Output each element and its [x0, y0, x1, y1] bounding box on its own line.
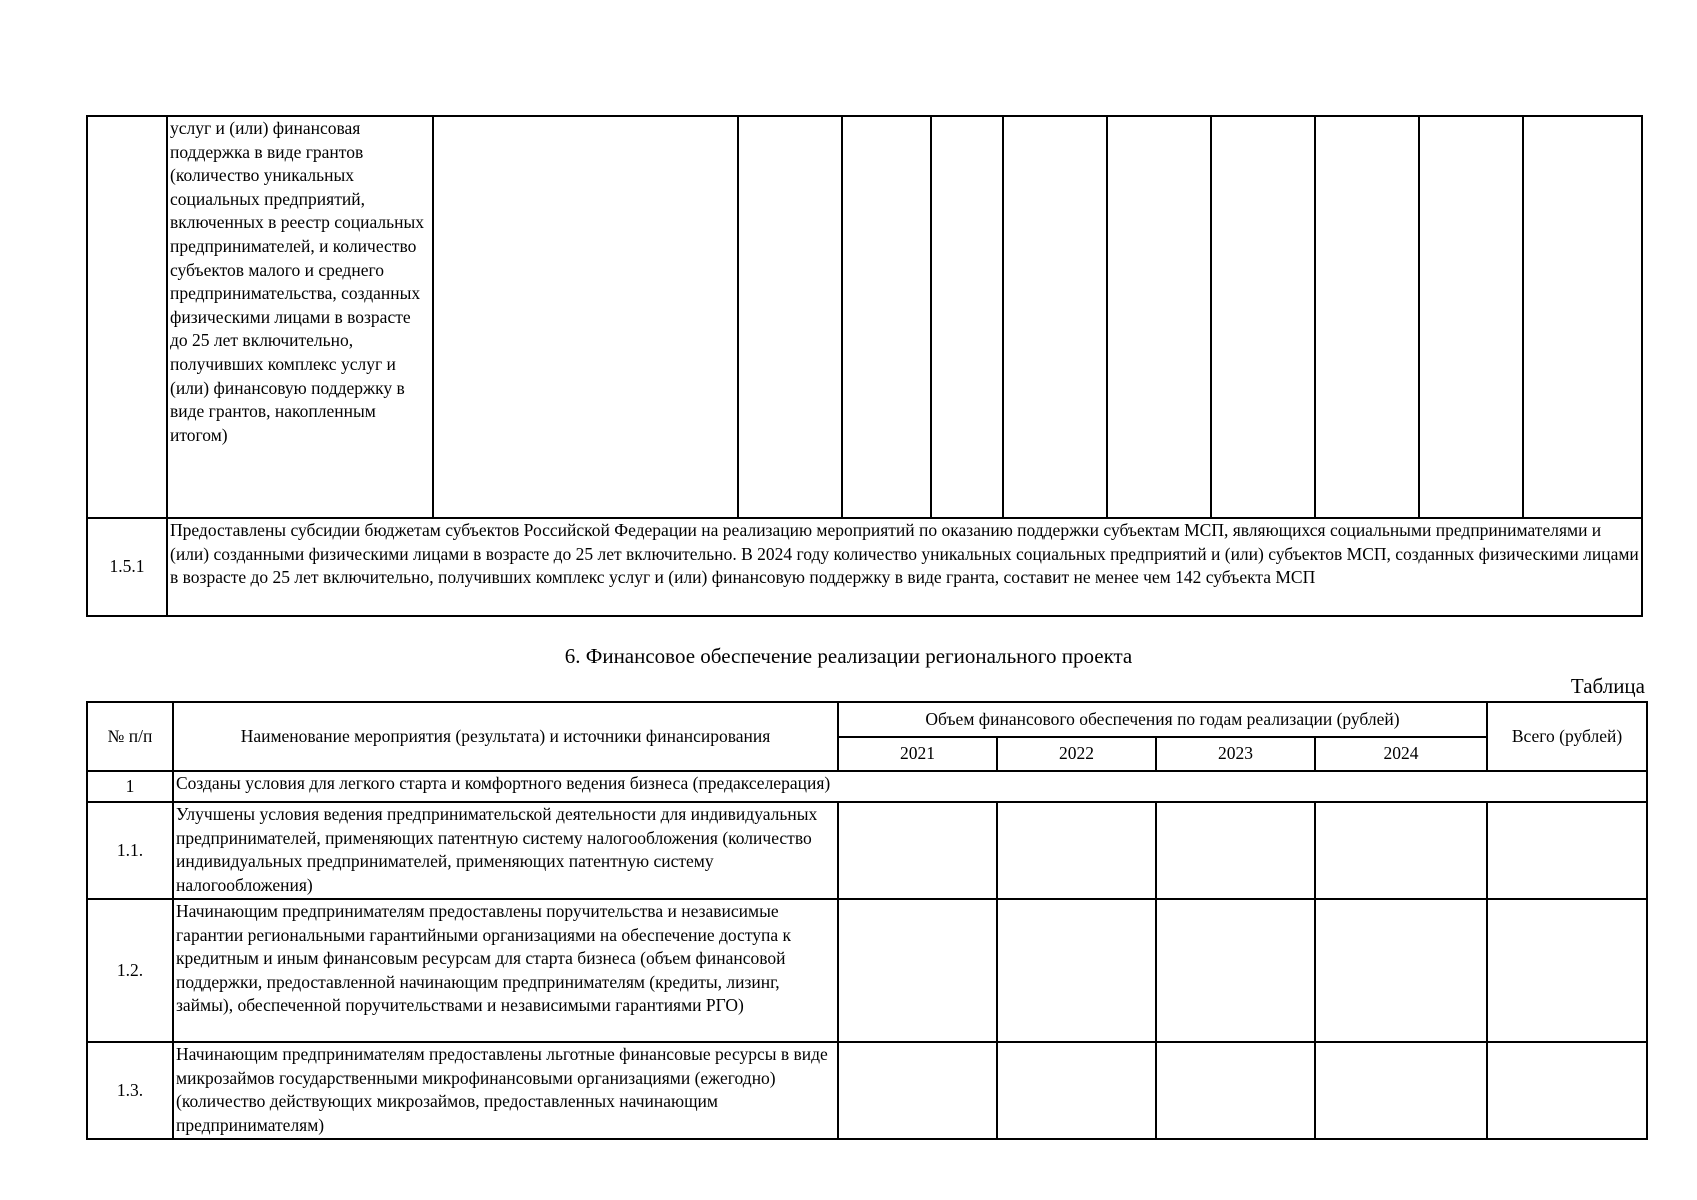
empty-cell — [1315, 802, 1487, 899]
table-row — [87, 116, 1642, 518]
empty-cell — [1156, 1042, 1315, 1139]
empty-cell — [838, 899, 997, 1042]
section-title: 6. Финансовое обеспечение реализации регионального проекта — [564, 644, 1133, 668]
header-year: 2023 — [1156, 737, 1315, 771]
empty-cell — [433, 116, 738, 518]
empty-cell — [738, 116, 842, 518]
result-description-cell: Предоставлены субсидии бюджетам субъектов Российской Федерации на реализацию мероприятий по оказанию поддержки субъектам МСП, являющихся социальными предпринимателями и (или) созданными физическими лицами в возрасте до 25 лет включительно. В 2024 году количество уникальных социальных предприятий и (или) субъектов МСП, созданных физическими лицами в возрасте до 25 лет включительно, получивших комплекс услуг и (или) финансовую поддержку в виде гранта, составит не менее чем 142 субъекта МСП — [167, 518, 1642, 616]
row-number: 1.5.1 — [87, 518, 167, 616]
empty-cell — [1315, 116, 1419, 518]
row-number — [87, 116, 167, 518]
finance-table — [86, 701, 1648, 1140]
empty-cell — [1315, 899, 1487, 1042]
header-num: № п/п — [87, 702, 173, 771]
empty-cell — [1156, 899, 1315, 1042]
table-row — [87, 518, 1642, 616]
header-year: 2024 — [1315, 737, 1487, 771]
table-row — [87, 771, 1647, 802]
empty-cell — [997, 899, 1156, 1042]
table-label: Таблица — [1570, 674, 1645, 698]
table-row — [87, 802, 1647, 899]
row-number: 1.2. — [87, 899, 173, 1042]
empty-cell — [1156, 802, 1315, 899]
table-row — [87, 1042, 1647, 1139]
empty-cell — [1211, 116, 1315, 518]
header-total: Всего (рублей) — [1487, 702, 1647, 771]
table-row — [87, 899, 1647, 1042]
empty-cell — [838, 1042, 997, 1139]
row-name: Начинающим предпринимателям предоставлены льготные финансовые ресурсы в виде микрозаймов государственными микрофинансовыми организациями (ежегодно) (количество действующих микрозаймов, предоставленных начинающим предпринимателям) — [173, 1042, 838, 1139]
empty-cell — [997, 1042, 1156, 1139]
row-number: 1.1. — [87, 802, 173, 899]
result-name-cell: услуг и (или) финансовая поддержка в виде грантов (количество уникальных социальных предприятий, включенных в реестр социальных предпринимателей, и количество субъектов малого и среднего предпринимательства, созданных физическими лицами в возрасте до 25 лет включительно, получивших комплекс услуг и (или) финансовую поддержку в виде грантов, накопленным итогом) — [167, 116, 433, 518]
empty-cell — [1003, 116, 1107, 518]
empty-cell — [931, 116, 1003, 518]
table-header-row — [87, 702, 1647, 737]
empty-cell — [1107, 116, 1211, 518]
empty-cell — [1487, 899, 1647, 1042]
empty-cell — [1487, 802, 1647, 899]
header-volume: Объем финансового обеспечения по годам реализации (рублей) — [838, 702, 1487, 737]
empty-cell — [1523, 116, 1642, 518]
header-year: 2022 — [997, 737, 1156, 771]
row-number: 1 — [87, 771, 173, 802]
row-name: Созданы условия для легкого старта и комфортного ведения бизнеса (предакселерация) — [173, 771, 1647, 802]
empty-cell — [842, 116, 931, 518]
empty-cell — [838, 802, 997, 899]
row-name: Начинающим предпринимателям предоставлены поручительства и независимые гарантии региональными гарантийными организациями на обеспечение доступа к кредитным и иным финансовым ресурсам для старта бизнеса (объем финансовой поддержки, предоставленной начинающим предпринимателям (кредиты, лизинг, займы), обеспеченной поручительствами и независимыми гарантиями РГО) — [173, 899, 838, 1042]
header-name: Наименование мероприятия (результата) и источники финансирования — [173, 702, 838, 771]
empty-cell — [997, 802, 1156, 899]
row-number: 1.3. — [87, 1042, 173, 1139]
empty-cell — [1487, 1042, 1647, 1139]
empty-cell — [1315, 1042, 1487, 1139]
row-name: Улучшены условия ведения предпринимательской деятельности для индивидуальных предпринимателей, применяющих патентную систему налогообложения (количество индивидуальных предпринимателей, применяющих патентную систему налогообложения) — [173, 802, 838, 899]
header-year: 2021 — [838, 737, 997, 771]
results-table-continued — [86, 115, 1643, 617]
empty-cell — [1419, 116, 1523, 518]
